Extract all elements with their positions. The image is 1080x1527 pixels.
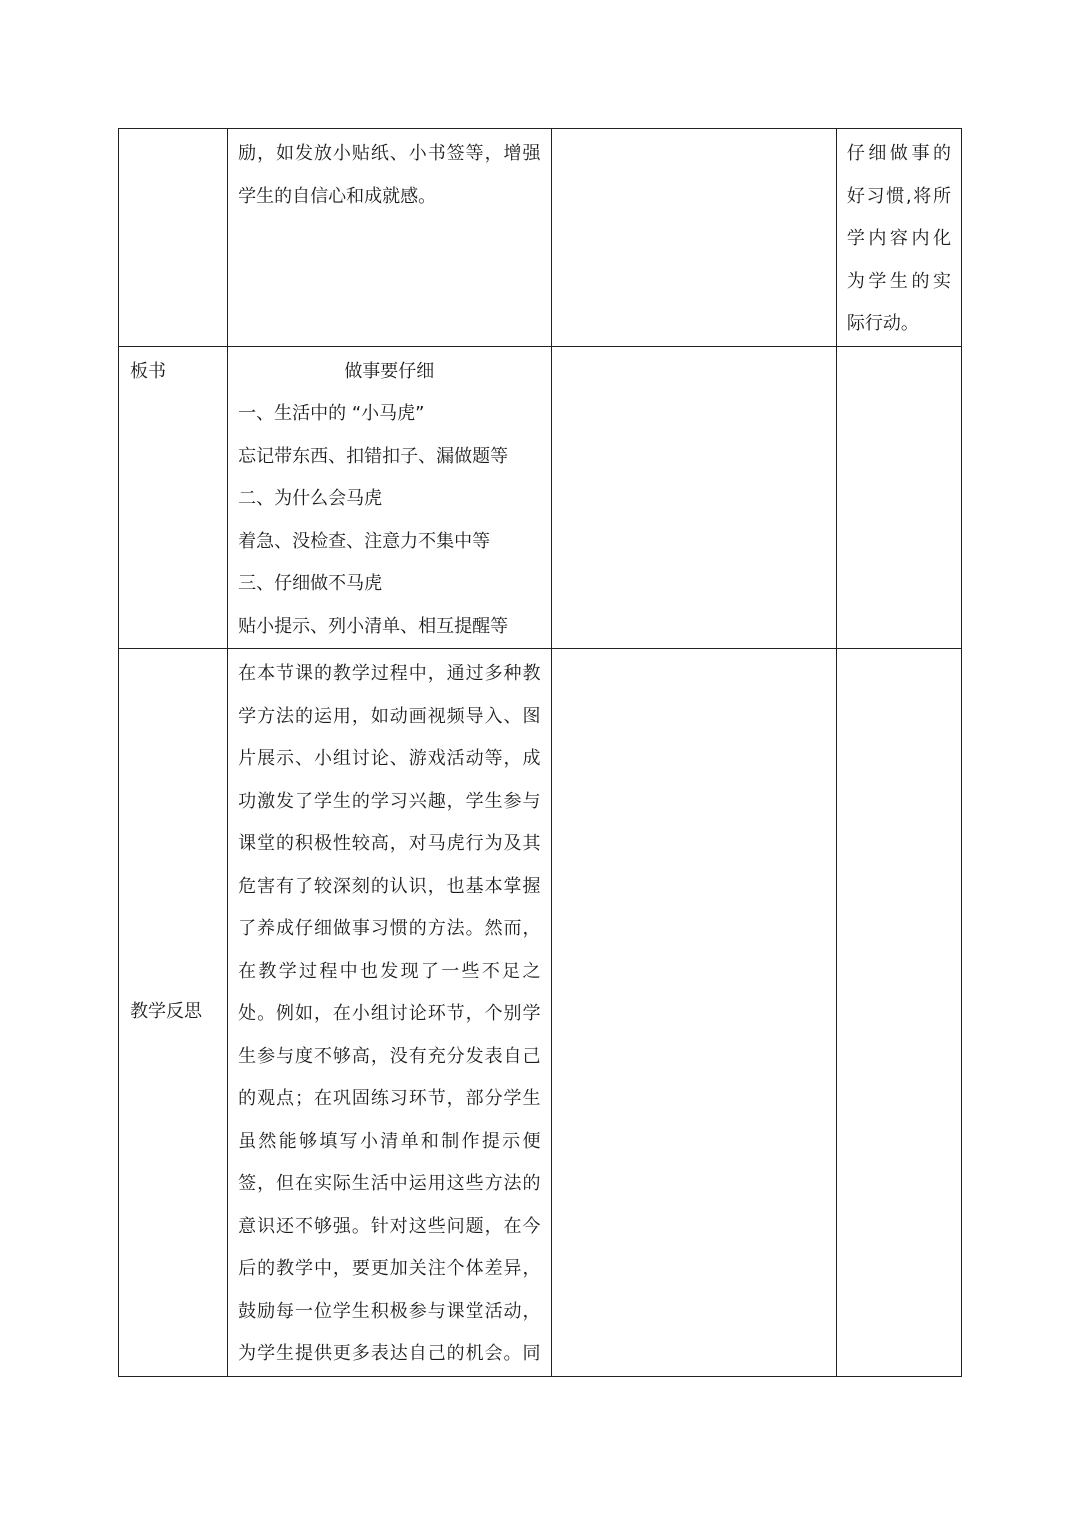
content-text	[228, 129, 550, 218]
text-line: 学生的自信心和成就感。	[238, 185, 437, 207]
text-line: 一、生活中的 “小马虎”	[238, 403, 425, 424]
row-label	[119, 129, 227, 133]
reflection-text	[228, 649, 550, 1376]
blackboard-title: 做事要仔细	[344, 360, 435, 382]
text-line: 功激发了学生的学习兴趣，学生参与	[238, 790, 541, 812]
text-line: 仔细做事的	[846, 143, 951, 164]
text-line: 签，但在实际生活中运用这些方法的	[238, 1173, 541, 1194]
row-label-cell	[119, 346, 228, 649]
intent-text	[837, 347, 961, 351]
table-row	[119, 346, 962, 649]
content-cell	[228, 129, 551, 347]
text-line: 鼓励每一位学生积极参与课堂活动，	[238, 1300, 541, 1322]
row-label-cell	[119, 129, 228, 347]
text-line: 片展示、小组讨论、游戏活动等，成	[238, 748, 541, 769]
content-cell	[228, 346, 551, 649]
text-line: 学方法的运用，如动画视频导入、图	[238, 705, 541, 727]
row-label: 板书	[130, 360, 166, 382]
intent-text	[837, 129, 961, 346]
text-line: 为学生的实	[846, 270, 951, 292]
text-line: 了养成仔细做事习惯的方法。然而，	[238, 918, 541, 939]
text-line: 着急、没检查、注意力不集中等	[238, 530, 491, 552]
text-line: 后的教学中，要更加关注个体差异，	[238, 1258, 541, 1279]
activity-text	[552, 649, 836, 653]
activity-cell	[551, 649, 836, 1377]
text-line: 好习惯,将所	[846, 185, 951, 207]
text-line: 虽然能够填写小清单和制作提示便	[238, 1130, 541, 1152]
intent-cell	[836, 346, 961, 649]
text-line: 课堂的积极性较高，对马虎行为及其	[238, 833, 541, 854]
row-label: 教学反思	[130, 1001, 202, 1022]
text-line: 为学生提供更多表达自己的机会。同	[238, 1343, 541, 1364]
text-line: 生参与度不够高，没有充分发表自己	[238, 1045, 541, 1067]
text-line: 贴小提示、列小清单、相互提醒等	[238, 615, 509, 637]
text-line: 励，如发放小贴纸、小书签等，增强	[238, 143, 541, 164]
intent-text	[837, 649, 961, 653]
text-line: 际行动。	[846, 313, 919, 334]
text-line: 处。例如，在小组讨论环节，个别学	[238, 1003, 541, 1024]
text-line: 在教学过程中也发现了一些不足之	[238, 960, 541, 982]
text-line: 危害有了较深刻的认识，也基本掌握	[238, 875, 541, 897]
text-line: 在本节课的教学过程中，通过多种教	[238, 663, 541, 684]
text-line: 意识还不够强。针对这些问题，在今	[238, 1215, 541, 1237]
activity-text	[552, 129, 836, 133]
lesson-plan-table	[118, 128, 962, 1377]
blackboard-text	[228, 347, 550, 649]
activity-cell	[551, 346, 836, 649]
table-row	[119, 649, 962, 1377]
text-line: 二、为什么会马虎	[238, 488, 383, 509]
text-line: 的观点；在巩固练习环节，部分学生	[238, 1088, 541, 1109]
row-label-cell	[119, 649, 228, 1377]
activity-text	[552, 347, 836, 351]
text-line: 学内容内化	[846, 228, 951, 249]
table-row	[119, 129, 962, 347]
intent-cell	[836, 129, 961, 347]
content-cell	[228, 649, 551, 1377]
activity-cell	[551, 129, 836, 347]
text-line: 忘记带东西、扣错扣子、漏做题等	[238, 445, 509, 467]
intent-cell	[836, 649, 961, 1377]
text-line: 三、仔细做不马虎	[238, 573, 383, 594]
